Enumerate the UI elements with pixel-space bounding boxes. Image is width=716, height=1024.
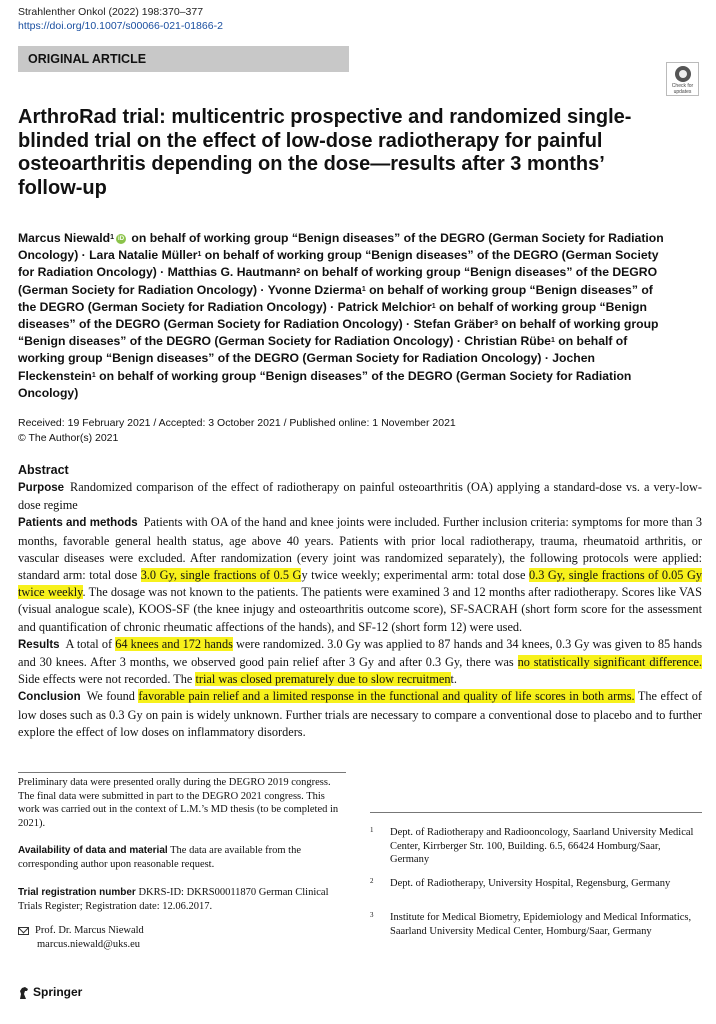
check-for-updates-badge[interactable]: [666, 62, 699, 96]
author-list: Marcus Niewald$^1$ iD on behalf of working group “Benign diseases” of the DEGRO (German Society for Radiation Oncology) · Lara Natalie Müller$^1$ on behalf of working group “Benign diseases” of the DEGRO (German Society for Radiation Oncology) · Matthias G. Hautmann$^2$ on behalf of working group “Benign diseases” of the DEGRO (German Society for Radiation Oncology) · Yvonne Dzierma$^1$ on behalf of working group “Benign diseases” of the DEGRO (German Society for Radiation Oncology) · Patrick Melchior$^1$ on behalf of working group “Benign diseases” of the DEGRO (German Society for Radiation Oncology) · Stefan Gräber$^3$ on behalf of working group “Benign diseases” of the DEGRO (German Society for Radiation Oncology) · Christian Rübe$^1$ on behalf of working group “Benign diseases” of the DEGRO (German Society for Radiation Oncology) · Jochen Fleckenstein$^1$ on behalf of working group “Benign diseases” of the DEGRO (German Society for Radiation Oncology): [18, 231, 664, 400]
affiliation-3: 3 Institute for Medical Biometry, Epidemiology and Medical Informatics, Saarland University Medical Center, Homburg/Saar, Germany: [370, 911, 692, 937]
conclusion-label: Conclusion: [18, 691, 81, 704]
footnote-availability: Availability of data and material The data are available from the corresponding author upon reasonable request.: [18, 845, 302, 870]
publication-dates: [18, 416, 456, 445]
highlight: favorable pain relief and a limited response in the functional and quality of life scores in both arms.: [138, 689, 635, 704]
contact-email[interactable]: marcus.niewald@uks.eu: [37, 938, 140, 950]
dates-line: Received: 19 February 2021 / Accepted: 3 October 2021 / Published online: 1 November 2021: [18, 417, 456, 429]
availability-label: Availability of data and material: [18, 845, 168, 856]
abstract-heading: Abstract: [18, 463, 69, 477]
highlight: 64 knees and 172 hands: [115, 636, 233, 651]
article-type-banner: ORIGINAL ARTICLE: [18, 46, 349, 72]
springer-logo: Springer: [18, 984, 82, 1000]
copyright-line: © The Author(s) 2021: [18, 431, 119, 444]
highlight: 3.0 Gy, single fractions of 0.5 G: [140, 568, 302, 583]
patients-methods-label: Patients and methods: [18, 517, 138, 530]
springer-horse-icon: [18, 986, 30, 1000]
footnote-divider: [18, 772, 346, 773]
check-updates-label: Check for updates: [671, 83, 694, 95]
doi-link[interactable]: https://doi.org/10.1007/s00066-021-01866-2: [18, 20, 223, 32]
footnote-trial-registration: Trial registration number DKRS-ID: DKRS00011870 German Clinical Trials Register; Registration date: 12.06.2017.: [18, 887, 329, 912]
highlight: no statistically significant difference.: [517, 655, 702, 670]
purpose-label: Purpose: [18, 482, 65, 494]
footnote-preliminary: Preliminary data were presented orally during the DEGRO 2019 congress. The final data were submitted in part to the DEGRO 2021 congress. This work was carried out in the context of L.M.’s MD thesis (to be completed in 2021).: [18, 777, 339, 829]
highlight: trial was closed prematurely due to slow recruitmen: [195, 672, 451, 687]
results-label: Results: [18, 638, 60, 651]
affiliation-1: 1 Dept. of Radiotherapy and Radiooncology, Saarland University Medical Center, Kirrberger Str. 100, Building. 6.5, 66424 Homburg/Saar, Germany: [370, 826, 694, 866]
check-updates-icon: [675, 66, 691, 82]
trial-registration-label: Trial registration number: [18, 887, 136, 898]
article-title: ArthroRad trial: multicentric prospective and randomized single-blinded trial on the effect of low-dose radiotherapy for painful osteoarthritis depending on the dose—results after 3 months’ follow-up: [18, 106, 632, 199]
journal-header: [18, 5, 223, 33]
journal-citation: Strahlenther Onkol (2022) 198:370–377: [18, 6, 204, 18]
author-name[interactable]: Marcus Niewald: [18, 231, 111, 245]
abstract-patients-methods: Patients and methods Patients with OA of the hand and knee joints were included. Further inclusion criteria: symptoms for more than 3 months, favorable general health status, age above 40 years. Patients with prior local radiotherapy, trauma, rheumatoid arthritis, or vascular diseases were excluded. After randomization (every joint was randomized separately), the following protocols were applied: standard arm: total dose 3.0 Gy, single fractions of 0.5 Gy twice weekly; experimental arm: total dose 0.3 Gy, single fractions of 0.05 Gy twice weekly. The dosage was not known to the patients. The patients were examined 3 and 12 months after radiotherapy. Scores like VAS (visual analogue scale), KOOS-SF (the knee injugy and osteoarthritis outcome score), SF-SACRAH (short form score for the assessment and quantification of chronic rheumatic affections of the hands), and SF-12 (short form 12) were used.: [18, 515, 703, 634]
contact-name: Prof. Dr. Marcus Niewald: [35, 925, 144, 936]
abstract-section: [18, 462, 702, 741]
abstract-results: Results A total of 64 knees and 172 hands were randomized. 3.0 Gy was applied to 87 hands and 34 knees, 0.3 Gy was given to 85 hands and 30 knees. After 3 months, we observed good pain relief after 3 Gy and after 0.3 Gy, there was no statistically significant difference. Side effects were not recorded. The trial was closed prematurely due to slow recruitment.: [18, 636, 702, 687]
affiliation-2: 2 Dept. of Radiotherapy, University Hospital, Regensburg, Germany: [370, 877, 671, 889]
orcid-icon[interactable]: iD: [118, 235, 125, 242]
affiliation-divider: [370, 812, 702, 813]
envelope-icon: [18, 927, 29, 935]
abstract-purpose: Purpose Randomized comparison of the effect of radiotherapy on painful osteoarthritis (OA) applying a standard-dose vs. a very-low-dose regime: [18, 480, 702, 513]
highlight: 0.3 Gy, single fractions of 0.05 Gy twice weekly: [18, 568, 702, 600]
corresponding-author: [18, 924, 343, 951]
abstract-conclusion: Conclusion We found favorable pain relief and a limited response in the functional and quality of life scores in both arms. The effect of low doses such as 0.3 Gy on pain is widely unknown. Further trials are necessary to compare a conventional dose to placebo and to further explore the effect of low doses on inflammatory disorders.: [18, 689, 702, 739]
